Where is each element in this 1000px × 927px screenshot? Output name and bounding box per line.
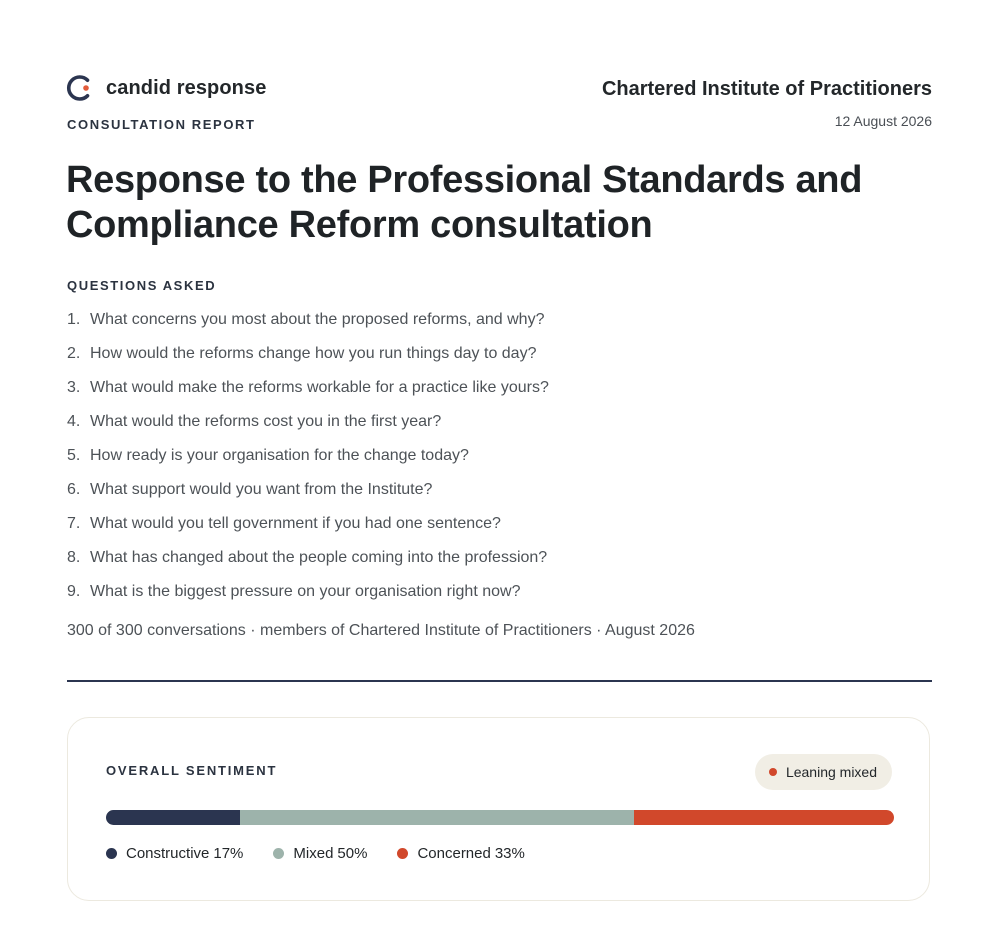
legend-item-concerned	[397, 845, 524, 862]
brand-name: candid response	[106, 76, 267, 99]
legend-dot-icon	[273, 848, 284, 859]
question-item	[67, 444, 549, 478]
page-title: Response to the Professional Standards and Compliance Reform consultation	[66, 159, 863, 246]
report-date: 12 August 2026	[834, 113, 932, 129]
question-number: 8.	[67, 549, 81, 566]
sentiment-badge	[755, 754, 892, 790]
question-item	[67, 580, 549, 614]
question-text: How ready is your organisation for the change today?	[90, 447, 469, 464]
sentiment-segment-constructive	[106, 810, 240, 825]
question-item	[67, 376, 549, 410]
sentiment-heading: OVERALL SENTIMENT	[106, 763, 278, 778]
report-type-label: CONSULTATION REPORT	[67, 117, 256, 132]
question-item	[67, 342, 549, 376]
questions-list	[67, 308, 549, 614]
question-text: What has changed about the people coming into the profession?	[90, 549, 548, 566]
question-number: 3.	[67, 379, 81, 396]
legend-percent: 50%	[337, 845, 368, 862]
question-text: What would you tell government if you had one sentence?	[90, 515, 501, 532]
question-item	[67, 512, 549, 546]
question-text: What concerns you most about the proposed reforms, and why?	[90, 311, 545, 328]
question-text: What is the biggest pressure on your organisation right now?	[90, 583, 521, 600]
question-number: 6.	[67, 481, 81, 498]
question-text: What support would you want from the Institute?	[90, 481, 433, 498]
legend-percent: 33%	[494, 845, 525, 862]
question-number: 2.	[67, 345, 81, 362]
status-dot-icon	[769, 768, 777, 776]
legend-dot-icon	[106, 848, 117, 859]
legend-item-mixed	[273, 845, 367, 862]
question-item	[67, 478, 549, 512]
questions-heading: QUESTIONS ASKED	[67, 278, 217, 293]
question-text: How would the reforms change how you run things day to day?	[90, 345, 537, 362]
legend-percent: 17%	[213, 845, 244, 862]
c-logo-icon	[66, 74, 94, 102]
question-number: 1.	[67, 311, 81, 328]
question-text: What would make the reforms workable for a practice like yours?	[90, 379, 549, 396]
sentiment-card	[67, 717, 930, 901]
question-item	[67, 308, 549, 342]
brand	[66, 74, 266, 102]
question-number: 9.	[67, 583, 81, 600]
legend-item-constructive	[106, 845, 243, 862]
sentiment-badge-label: Leaning mixed	[785, 764, 877, 780]
question-item	[67, 410, 549, 444]
question-number: 7.	[67, 515, 81, 532]
question-number: 4.	[67, 413, 81, 430]
legend-label: Concerned	[417, 845, 491, 862]
sentiment-legend	[106, 845, 555, 862]
sentiment-bar	[106, 810, 894, 825]
section-divider	[67, 680, 932, 682]
legend-label: Mixed	[293, 845, 334, 862]
question-number: 5.	[67, 447, 81, 464]
question-text: What would the reforms cost you in the first year?	[90, 413, 442, 430]
sentiment-segment-mixed	[240, 810, 634, 825]
legend-dot-icon	[397, 848, 408, 859]
conversation-meta: 300 of 300 conversations · members of Chartered Institute of Practitioners · August 2026	[67, 622, 695, 639]
organisation-name: Chartered Institute of Practitioners	[601, 78, 932, 100]
sentiment-segment-concerned	[634, 810, 894, 825]
legend-label: Constructive	[126, 845, 210, 862]
question-item	[67, 546, 549, 580]
